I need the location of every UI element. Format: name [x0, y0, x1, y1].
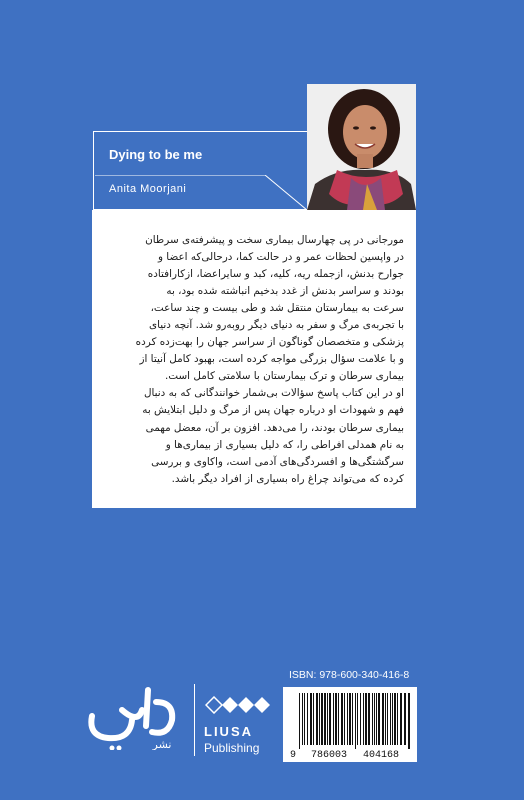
barcode-bar — [378, 693, 380, 745]
description-line: بودند و سراسر بدنش از غدد بدخیم انباشته شده بود، به — [166, 285, 404, 298]
barcode-bar — [349, 693, 351, 745]
isbn-number: ISBN: 978-600-340-416-8 — [289, 669, 410, 681]
description-line: بیماری سرطان بودند، را می‌دهد. افزون بر آن، معضل مهمی — [145, 421, 404, 434]
barcode-bar — [408, 693, 410, 749]
description-text — [108, 232, 404, 488]
liusa-logo-icon — [82, 680, 186, 750]
barcode — [283, 687, 417, 762]
barcode-bar — [347, 693, 348, 745]
description-line: او در این کتاب پاسخ سؤالات بی‌شمار خوانندگانی که به دنبال — [143, 387, 404, 400]
barcode-bar — [321, 693, 323, 745]
barcode-bar — [365, 693, 367, 745]
barcode-bar — [344, 693, 345, 745]
barcode-bar — [355, 693, 356, 749]
barcode-bar — [341, 693, 343, 745]
barcode-bar — [338, 693, 339, 745]
barcode-bar — [352, 693, 353, 745]
barcode-group-2: 404168 — [362, 750, 400, 761]
barcode-group-1: 786003 — [310, 750, 348, 761]
book-title: Dying to be me — [109, 147, 203, 162]
barcode-bars — [283, 687, 417, 762]
barcode-bar — [357, 693, 358, 745]
description-line: سرعت به بیمارستان منتقل شد و طی بیست و چند ساعت، — [150, 302, 404, 315]
description-line: بیماری سرطان و ترک بیمارستان با سلامتی کامل است. — [164, 370, 404, 383]
barcode-bar — [382, 693, 384, 745]
barcode-bar — [360, 693, 361, 745]
description-line: سرگشتگی‌ها و افسردگی‌های آدمی است، واکاوی و بررسی — [151, 455, 404, 468]
barcode-bar — [372, 693, 373, 745]
description-line: و با علامت سؤال بزرگی مواجه کرده است، بهبود کامل آنیتا از — [139, 353, 404, 366]
publisher-name: LIUSA — [204, 724, 253, 739]
barcode-bar — [299, 693, 300, 749]
barcode-bar — [374, 693, 375, 745]
barcode-bar — [316, 693, 318, 745]
diamond-pattern-icon — [205, 696, 277, 714]
author-portrait-icon — [307, 84, 416, 210]
publisher-persian-label: نشر — [152, 738, 172, 750]
description-line: جوارح بدنش، ازجمله ریه، کلیه، کبد و سایراعضا، ازکارافتاده — [147, 268, 404, 281]
barcode-lead-digit: 9 — [290, 750, 297, 761]
barcode-bar — [392, 693, 393, 745]
barcode-bar — [376, 693, 377, 745]
barcode-bar — [307, 693, 308, 745]
barcode-bar — [397, 693, 398, 745]
barcode-bar — [404, 693, 406, 745]
barcode-bar — [390, 693, 391, 745]
publisher-separator — [194, 684, 195, 756]
barcode-bar — [302, 693, 303, 745]
barcode-bar — [329, 693, 331, 745]
publisher-subtitle: Publishing — [204, 741, 260, 755]
barcode-bar — [327, 693, 328, 745]
barcode-bar — [333, 693, 334, 745]
barcode-bar — [385, 693, 386, 745]
barcode-bar — [324, 693, 326, 745]
description-line: مورجانی در پی چهارسال بیماری سخت و پیشرفته‌ی سرطان — [145, 234, 404, 246]
description-line: به نام همدلی افراطی را، که دلیل بسیاری از بیماری‌ها و — [165, 438, 404, 451]
barcode-bar — [400, 693, 402, 745]
barcode-bar — [310, 693, 312, 745]
barcode-bar — [319, 693, 320, 745]
description-line: در واپسین لحظات عمر و در حالت کما، درحالی‌که اعضا و — [157, 251, 404, 264]
barcode-bar — [304, 693, 305, 745]
barcode-bar — [335, 693, 337, 745]
barcode-bar — [387, 693, 388, 745]
description-line: با تجربه‌ی مرگ و سفر به دنیای دیگر روبه‌رو شد. آنچه دنیای — [148, 319, 404, 332]
barcode-bar — [363, 693, 364, 745]
description-line: پزشکی و متخصصان گوناگون از سراسر جهان را بهت‌زده کرده — [135, 336, 404, 349]
author-name: Anita Moorjani — [109, 183, 187, 195]
description-line: فهم و شهودات او درباره جهان پس از مرگ و دلیل ابتلایش به — [142, 404, 404, 417]
barcode-bar — [394, 693, 396, 745]
barcode-bar — [313, 693, 314, 745]
description-line: کرده که می‌تواند چراغ راه بسیاری از افراد دیگر باشد. — [171, 472, 404, 485]
barcode-bar — [368, 693, 370, 745]
